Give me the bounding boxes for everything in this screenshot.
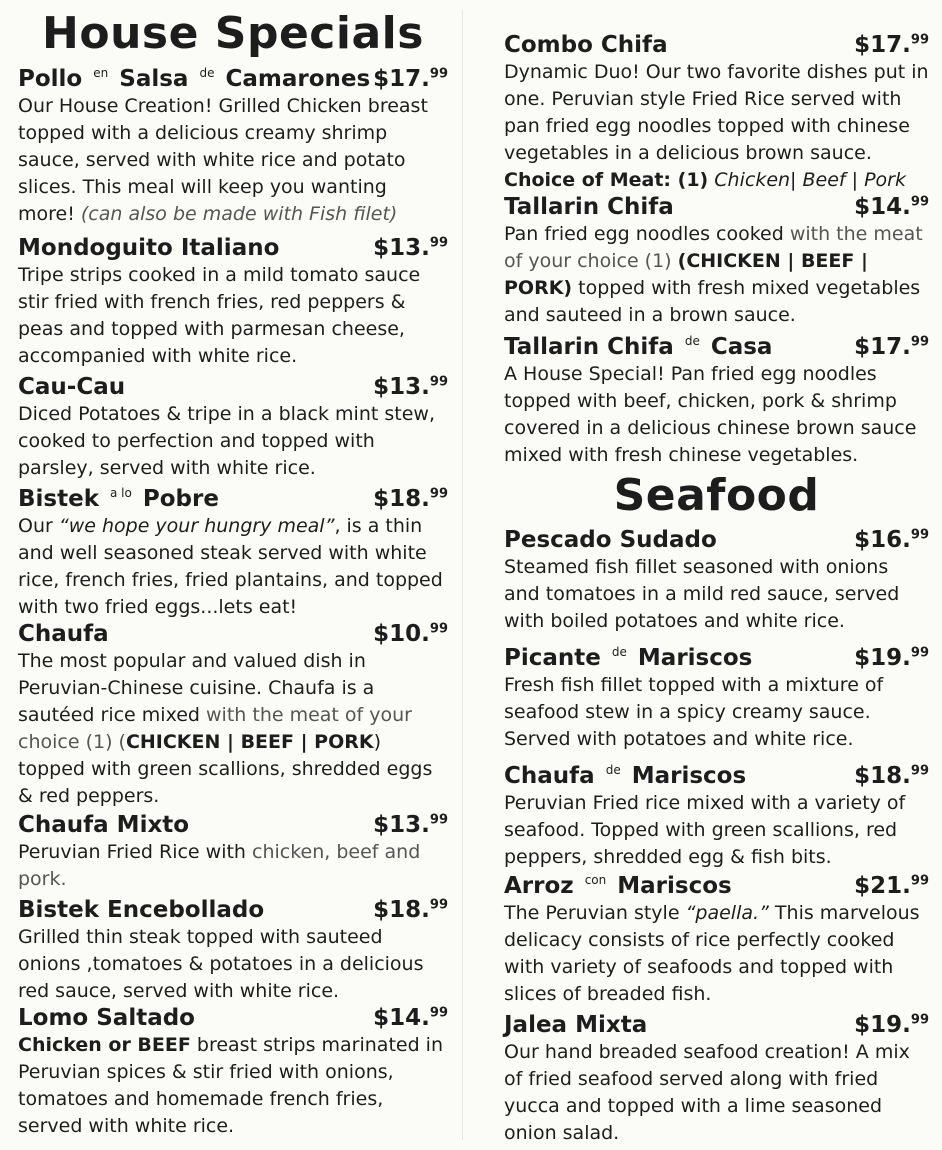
menu-item-picante-mariscos xyxy=(504,645,929,753)
item-description: Diced Potatoes & tripe in a black mint stew, cooked to perfection and topped with parsley, served with white rice. xyxy=(18,403,435,479)
item-name: Tallarin Chifa xyxy=(504,194,674,220)
item-price: $19.99 xyxy=(854,645,929,671)
menu-item-bistek-pobre xyxy=(18,486,448,621)
menu-item-bistek-encebollado xyxy=(18,897,448,1005)
item-price: $13.99 xyxy=(373,812,448,838)
item-description: Dynamic Duo! Our two favorite dishes put in one. Peruvian style Fried Rice served with pan fried egg noodles topped with chinese vegetables in a delicious brown sauce. xyxy=(504,61,929,164)
item-name: Picante $^{de}$ Mariscos xyxy=(504,645,753,671)
item-price: $19.99 xyxy=(854,1012,929,1038)
item-price: $18.99 xyxy=(373,897,448,923)
house-specials-title: House Specials xyxy=(42,8,424,59)
item-description: The most popular and valued dish in Peruvian-Chinese cuisine. Chaufa is a sautéed rice mixed with the meat of your choice (1) (CHICKEN | BEEF | PORK) topped with green scallions, shredded eggs & red peppers. xyxy=(18,650,433,807)
menu-item-chaufa-mariscos xyxy=(504,763,929,871)
item-name: Mondoguito Italiano xyxy=(18,235,280,261)
item-name: Chaufa $^{de}$ Mariscos xyxy=(504,763,747,789)
item-description: Our “we hope your hungry meal”, is a thin and well seasoned steak served with white rice, french fries, fried plantains, and topped with two fried eggs...lets eat! xyxy=(18,515,443,618)
item-description: Our hand breaded seafood creation! A mix of fried seafood served along with fried yucca and topped with a lime seasoned onion salad. xyxy=(504,1041,910,1144)
item-price: $14.99 xyxy=(373,1005,448,1031)
item-name: Chaufa xyxy=(18,621,109,647)
item-name: Bistek Encebollado xyxy=(18,897,265,923)
item-price: $10.99 xyxy=(373,621,448,647)
column-divider xyxy=(462,10,463,1140)
item-price: $17.99 xyxy=(373,66,448,92)
item-price: $17.99 xyxy=(854,334,929,360)
item-description: Pan fried egg noodles cooked with the meat of your choice (1) (CHICKEN | BEEF | PORK) topped with fresh mixed vegetables and sauteed in a brown sauce. xyxy=(504,223,923,326)
menu-item-jalea-mixta xyxy=(504,1012,929,1147)
menu-item-combo-chifa xyxy=(504,32,929,194)
menu-item-lomo-saltado xyxy=(18,1005,448,1140)
menu-item-pescado-sudado xyxy=(504,527,929,635)
menu-item-pollo xyxy=(18,66,448,228)
item-price: $14.99 xyxy=(854,194,929,220)
right-column xyxy=(504,32,929,1147)
item-name: Combo Chifa xyxy=(504,32,668,58)
item-price: $13.99 xyxy=(373,374,448,400)
item-price: $21.99 xyxy=(854,873,929,899)
item-description: Chicken or BEEF breast strips marinated in Peruvian spices & stir fried with onions, tomatoes and homemade french fries, served with white rice. xyxy=(18,1034,443,1137)
item-description: Our House Creation! Grilled Chicken breast topped with a delicious creamy shrimp sauce, served with white rice and potato slices. This meal will keep you wanting more! (can also be made with Fish filet) xyxy=(18,95,428,225)
item-name: Chaufa Mixto xyxy=(18,812,190,838)
item-description: Fresh fish fillet topped with a mixture of seafood stew in a spicy creamy sauce. Served with potatoes and white rice. xyxy=(504,674,884,750)
meat-choice: Choice of Meat: (1) Chicken| Beef | Pork xyxy=(504,169,906,191)
item-description: Steamed fish fillet seasoned with onions and tomatoes in a mild red sauce, served with boiled potatoes and white rice. xyxy=(504,556,900,632)
item-description: A House Special! Pan fried egg noodles topped with beef, chicken, pork & shrimp covered in a delicious chinese brown sauce mixed with fresh chinese vegetables. xyxy=(504,363,917,466)
item-name: Jalea Mixta xyxy=(504,1012,648,1038)
menu-item-mondoguito xyxy=(18,235,448,370)
item-name: Tallarin Chifa $^{de}$ Casa xyxy=(504,334,773,360)
item-description: Peruvian Fried rice mixed with a variety of seafood. Topped with green scallions, red peppers, shredded egg & fish bits. xyxy=(504,792,906,868)
item-price: $13.99 xyxy=(373,235,448,261)
item-name: Pollo $^{en}$ Salsa $^{de}$ Camarones xyxy=(18,66,371,92)
item-description: Tripe strips cooked in a mild tomato sauce stir fried with french fries, red peppers & peas and topped with parmesan cheese, accompanied with white rice. xyxy=(18,264,421,367)
menu-item-arroz-mariscos xyxy=(504,873,929,1008)
item-price: $17.99 xyxy=(854,32,929,58)
seafood-title: Seafood xyxy=(613,470,820,521)
menu-item-cau-cau xyxy=(18,374,448,482)
item-name: Arroz $^{con}$ Mariscos xyxy=(504,873,732,899)
menu-item-tallarin-casa xyxy=(504,334,929,469)
menu-item-chaufa-mixto xyxy=(18,812,448,893)
item-description: Peruvian Fried Rice with chicken, beef and pork. xyxy=(18,841,421,890)
menu-item-tallarin-chifa xyxy=(504,194,929,329)
item-name: Bistek $^{a lo}$ Pobre xyxy=(18,486,219,512)
item-name: Lomo Saltado xyxy=(18,1005,195,1031)
item-description: Grilled thin steak topped with sauteed onions ,tomatoes & potatoes in a delicious red sauce, served with white rice. xyxy=(18,926,424,1002)
left-column xyxy=(18,0,448,1140)
menu-item-chaufa xyxy=(18,621,448,810)
item-price: $16.99 xyxy=(854,527,929,553)
item-name: Pescado Sudado xyxy=(504,527,717,553)
item-description: The Peruvian style “paella.” This marvelous delicacy consists of rice perfectly cooked with variety of seafoods and topped with slices of breaded fish. xyxy=(504,902,920,1005)
item-name: Cau-Cau xyxy=(18,374,126,400)
item-price: $18.99 xyxy=(373,486,448,512)
item-price: $18.99 xyxy=(854,763,929,789)
